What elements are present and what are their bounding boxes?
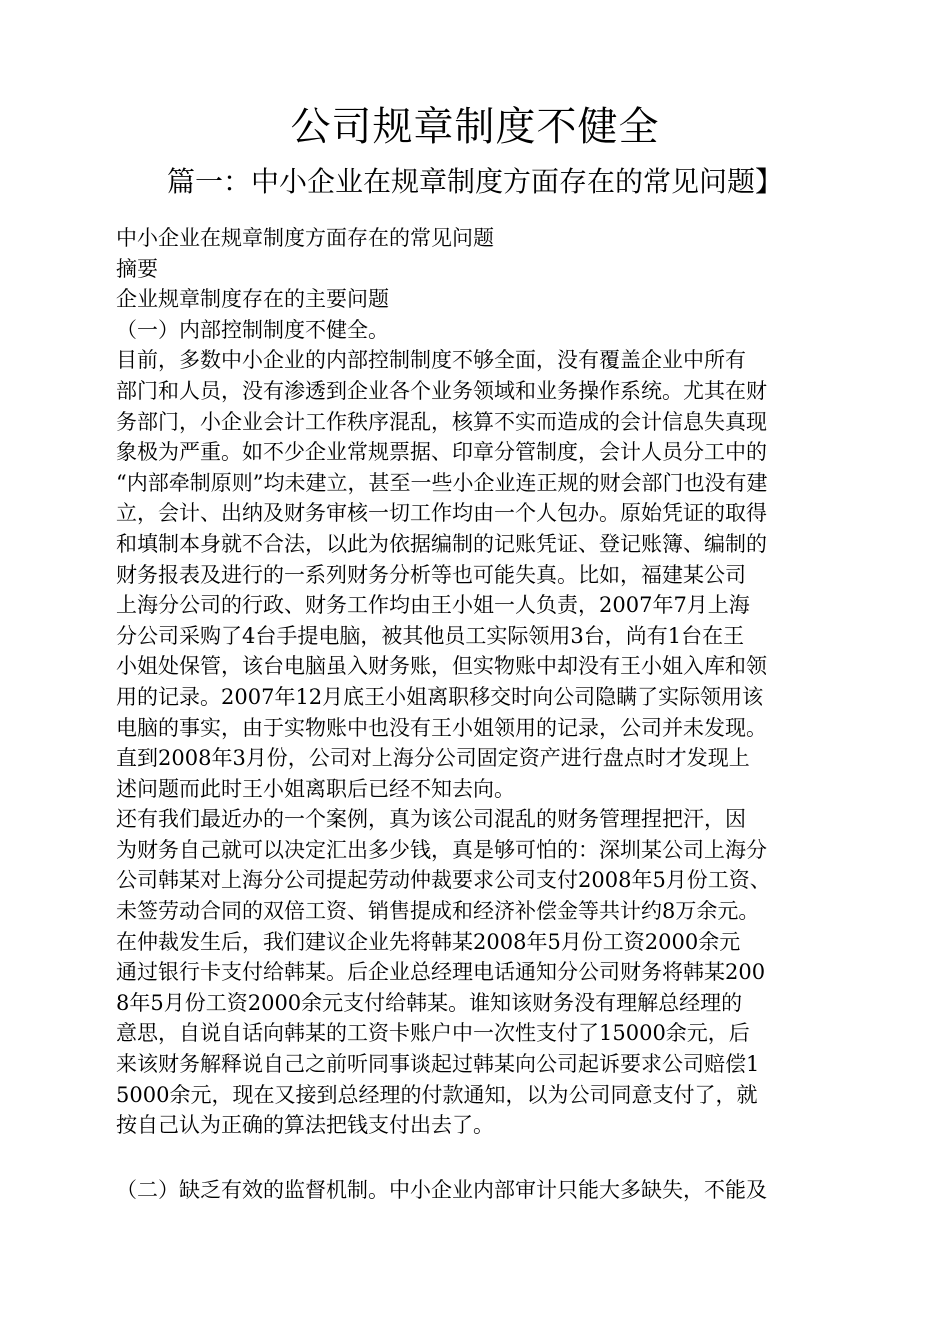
text-line: 和填制本身就不合法，以此为依据编制的记账凭证、登记账簿、编制的 xyxy=(116,531,767,556)
text-line: 公司韩某对上海分公司提起劳动仲裁要求公司支付2008年5月份工资、 xyxy=(116,868,771,893)
text-line: 用的记录。2007年12月底王小姐离职移交时向公司隐瞒了实际领用该 xyxy=(116,684,764,709)
text-line: 财务报表及进行的一系列财务分析等也可能失真。比如，福建某公司 xyxy=(116,562,746,587)
text-line: 为财务自己就可以决定汇出多少钱，真是够可怕的：深圳某公司上海分 xyxy=(116,837,767,862)
text-line: 述问题而此时王小姐离职后已经不知去向。 xyxy=(116,776,515,801)
section-2-text xyxy=(116,1175,846,1206)
text-line: 意思，自说自话向韩某的工资卡账户中一次性支付了15000余元，后 xyxy=(116,1021,750,1046)
text-line: “内部牵制原则”均未建立，甚至一些小企业连正规的财会部门也没有建 xyxy=(116,470,768,495)
text-line: 目前，多数中小企业的内部控制制度不够全面，没有覆盖企业中所有 xyxy=(116,348,746,373)
document-subtitle: 篇一：中小企业在规章制度方面存在的常见问题】 xyxy=(166,165,783,198)
text-line: 按自己认为正确的算法把钱支付出去了。 xyxy=(116,1113,494,1138)
text-line: 未签劳动合同的双倍工资、销售提成和经济补偿金等共计约8万余元。 xyxy=(116,899,760,924)
text-line: （一）内部控制制度不健全。 xyxy=(116,317,389,342)
text-line: 在仲裁发生后，我们建议企业先将韩某2008年5月份工资2000余元 xyxy=(116,929,741,954)
text-line: 立，会计、出纳及财务审核一切工作均由一个人包办。原始凭证的取得 xyxy=(116,501,767,526)
body-text xyxy=(116,223,846,1141)
text-line: 通过银行卡支付给韩某。后企业总经理电话通知分公司财务将韩某200 xyxy=(116,960,766,985)
text-line: 8年5月份工资2000余元支付给韩某。谁知该财务没有理解总经理的 xyxy=(116,990,743,1015)
text-line: 上海分公司的行政、财务工作均由王小姐一人负责，2007年7月上海 xyxy=(116,593,750,618)
text-line: 务部门，小企业会计工作秩序混乱，核算不实而造成的会计信息失真现 xyxy=(116,409,767,434)
text-line: 部门和人员，没有渗透到企业各个业务领域和业务操作系统。尤其在财 xyxy=(116,378,767,403)
text-line: 小姐处保管，该台电脑虽入财务账，但实物账中却没有王小姐入库和领 xyxy=(116,654,767,679)
text-line: 电脑的事实，由于实物账中也没有王小姐领用的记录，公司并未发现。 xyxy=(116,715,767,740)
document-title: 公司规章制度不健全 xyxy=(290,104,660,150)
text-line: 直到2008年3月份，公司对上海分公司固定资产进行盘点时才发现上 xyxy=(116,746,750,771)
text-line: 中小企业在规章制度方面存在的常见问题 xyxy=(116,226,494,250)
text-line: 5000余元，现在又接到总经理的付款通知，以为公司同意支付了，就 xyxy=(116,1082,758,1107)
text-line: 象极为严重。如不少企业常规票据、印章分管制度，会计人员分工中的 xyxy=(116,440,767,465)
text-line: 分公司采购了4台手提电脑，被其他员工实际领用3台，尚有1台在王 xyxy=(116,623,745,648)
text-line: 企业规章制度存在的主要问题 xyxy=(116,287,389,312)
text-line: 摘要 xyxy=(116,256,158,281)
text-line: 来该财务解释说自己之前听同事谈起过韩某向公司起诉要求公司赔偿1 xyxy=(116,1052,760,1077)
text-line: 还有我们最近办的一个案例，真为该公司混乱的财务管理捏把汗，因 xyxy=(116,807,746,832)
section-heading-line: （二）缺乏有效的监督机制。中小企业内部审计只能大多缺失，不能及 xyxy=(116,1178,767,1202)
